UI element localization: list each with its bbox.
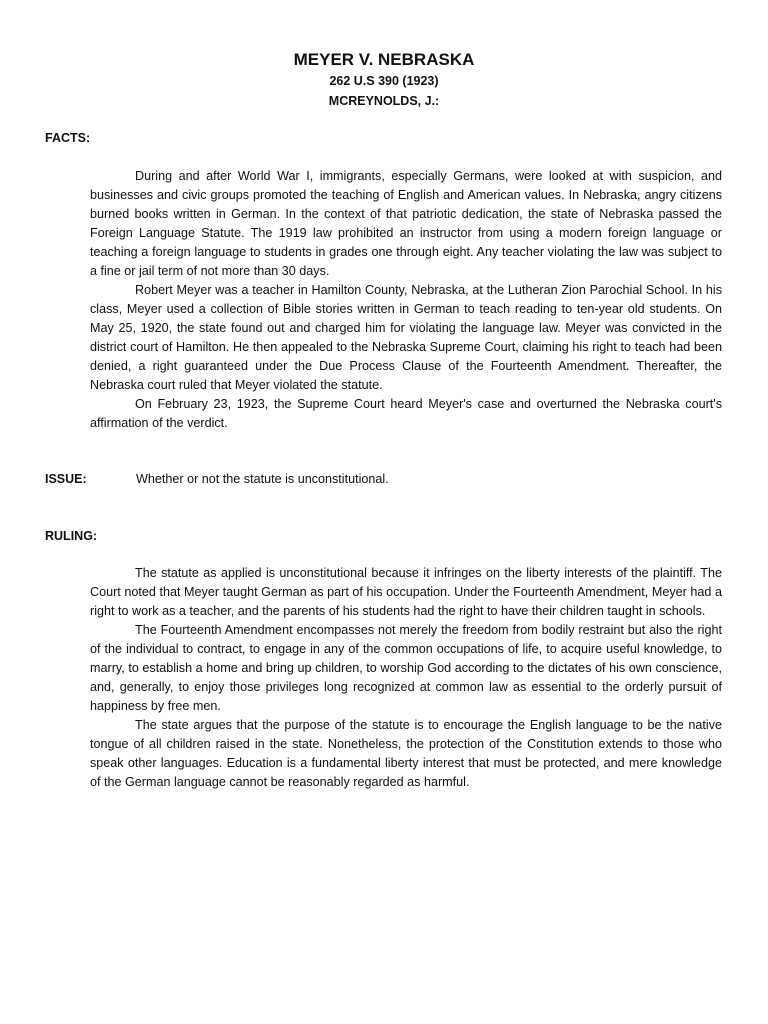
ruling-paragraph: The statute as applied is unconstitutional because it infringes on the liberty interests of the plaintiff. The Court noted that Meyer taught German as part of his occupation. Under the Fourteenth Amendment, Meyer had a right to work as a teacher, and the parents of his students had the right to have their children taught in schools. — [90, 566, 722, 618]
issue-text: Whether or not the statute is unconstitutional. — [136, 472, 389, 486]
facts-paragraph: On February 23, 1923, the Supreme Court heard Meyer's case and overturned the Nebraska court's affirmation of the verdict. — [90, 397, 722, 430]
case-title: MEYER V. NEBRASKA — [293, 50, 475, 69]
case-justice: MCREYNOLDS, J.: — [328, 94, 440, 108]
facts-body — [90, 167, 722, 433]
title-block — [0, 49, 768, 111]
facts-heading: FACTS: — [45, 131, 91, 145]
ruling-paragraph: The state argues that the purpose of the statute is to encourage the English language to be the native tongue of all children raised in the state. Nonetheless, the protection of the Constitution extends to those who speak other languages. Education is a fundamental liberty interest that must be protected, and mere knowledge of the German language cannot be reasonably regarded as harmful. — [90, 718, 722, 789]
facts-paragraph: Robert Meyer was a teacher in Hamilton County, Nebraska, at the Lutheran Zion Parochial School. In his class, Meyer used a collection of Bible stories written in German to teach reading to ten-year old students. On May 25, 1920, the state found out and charged him for violating the language law. Meyer was convicted in the district court of Hamilton. He then appealed to the Nebraska Supreme Court, claiming his right to teach had been denied, a right guaranteed under the Due Process Clause of the Fourteenth Amendment. Thereafter, the Nebraska court ruled that Meyer violated the statute. — [90, 283, 722, 392]
ruling-body — [90, 564, 722, 792]
issue-heading: ISSUE: — [45, 472, 87, 486]
facts-paragraph: During and after World War I, immigrants, especially Germans, were looked at with suspicion, and businesses and civic groups promoted the teaching of English and American values. In Nebraska, angry citizens burned books written in German. In the context of that patriotic dedication, the state of Nebraska passed the Foreign Language Statute. The 1919 law prohibited an instructor from using a modern foreign language or teaching a foreign language to students in grades one through eight. Any teacher violating the law was subject to a fine or jail term of not more than 30 days. — [90, 169, 722, 278]
case-citation: 262 U.S 390 (1923) — [329, 74, 439, 88]
ruling-heading: RULING: — [45, 529, 98, 543]
ruling-paragraph: The Fourteenth Amendment encompasses not merely the freedom from bodily restraint but also the right of the individual to contract, to engage in any of the common occupations of life, to acquire useful knowledge, to marry, to establish a home and bring up children, to worship God according to the dictates of his own conscience, and, generally, to enjoy those privileges long recognized at common law as essential to the orderly pursuit of happiness by free men. — [90, 623, 722, 713]
